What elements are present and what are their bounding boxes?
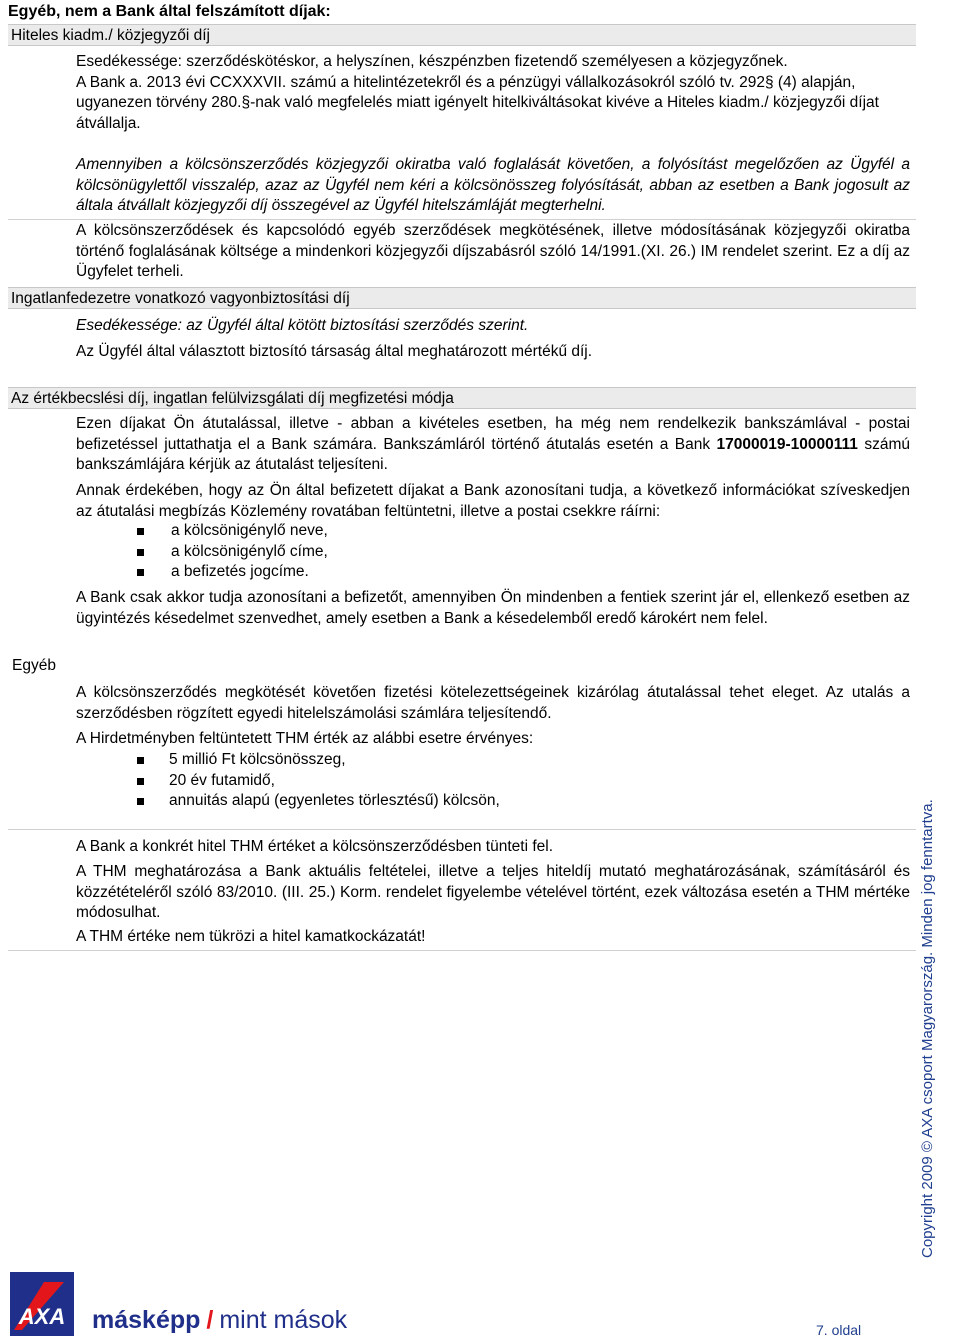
section-title-notary: Hiteles kiadm./ közjegyzői díj (8, 24, 916, 46)
notary-italic-block (76, 155, 910, 217)
bullet-square-icon (137, 757, 144, 764)
bullet-square-icon (137, 798, 144, 805)
notary-block (76, 52, 910, 134)
list-item: a kölcsönigénylő neve, (76, 521, 910, 542)
divider (8, 219, 916, 220)
valuation-para1-start: Ezen díjakat Ön átutalással, illetve - abban a kivételes esetben, ha még nem rendelkezik bankszámlával - postai befizetéssel juttathatja el a Bank számára. Bankszámláról történő átutalás esetén a Bank (76, 415, 910, 453)
valuation-para1 (76, 414, 910, 476)
bullet-square-icon (137, 569, 144, 576)
other-para5: A THM értéke nem tükrözi a hitel kamatkockázatát! (76, 928, 426, 945)
valuation-para1-end: számú bankszámlájára kérjük az átutalást teljesíteni. (76, 435, 910, 473)
slogan (92, 1306, 347, 1334)
slogan-rest: mint mások (219, 1306, 348, 1334)
page-number: 7. oldal (816, 1322, 862, 1338)
insurance-amount: Az Ügyfél által választott biztosító társaság által meghatározott mértékű díj. (76, 343, 593, 360)
valuation-para3: A Bank csak akkor tudja azonosítani a befizetőt, amennyiben Ön mindenben a fentiek szerint jár el, ellenkező esetben az ügyintézés késedelmet szenvedhet, amely esetben a Bank a késedelemből eredő károkért nem felel. (76, 589, 910, 627)
insurance-due: Esedékessége: az Ügyfél által kötött biztosítási szerződés szerint. (76, 317, 529, 334)
list-item: a kölcsönigénylő címe, (76, 542, 910, 563)
list-item: 5 millió Ft kölcsönösszeg, (76, 750, 910, 771)
slogan-slash-icon: / (206, 1306, 214, 1334)
logo-text: AXA (18, 1304, 66, 1329)
divider (8, 829, 916, 830)
list-item: 20 év futamidő, (76, 771, 910, 792)
valuation-bullet-list (76, 521, 910, 583)
thm-bullet-list (76, 750, 910, 812)
other-para4: A THM meghatározása a Bank aktuális feltételei, illetve a teljes hiteldíj mutató meghatározásának, számításáról és közzétételéről szóló 83/2010. (III. 25.) Korm. rendelet figyelembe vételével történt, ezek változása esetén a THM mértéke módosulhat. (76, 863, 910, 921)
list-item: a befizetés jogcíme. (76, 562, 910, 583)
notary-due: Esedékessége: szerződéskötéskor, a helyszínen, készpénzben fizetendő személyesen a közjegyzőnek. (76, 53, 788, 70)
other-para3: A Bank a konkrét hitel THM értéket a kölcsönszerződésben tünteti fel. (76, 838, 554, 855)
section-title-valuation: Az értékbecslési díj, ingatlan felülvizsgálati díj megfizetési módja (8, 387, 916, 409)
notary-cost-text: A kölcsönszerződések és kapcsolódó egyéb szerződések megkötésének, illetve módosításának közjegyzői okiratba történő foglalásának költsége a mindenkori közjegyzői díjszabásról szóló 14/1991.(XI. 26.) IM rendelet szerint. Ez a díj az Ügyfelet terheli. (76, 222, 910, 280)
notary-cost-block (76, 221, 910, 283)
notary-law-text: A Bank a. 2013 évi CCXXXVII. számú a hitelintézetekről és a pénzügyi vállalkozásokról szóló tv. 292§ (4) alapján, ugyanezen törvény 280.§-nak való megfelelés miatt igényelt hitelkiváltásokat kivéve a Hiteles kiadm./ közjegyzői díjat átvállalja. (76, 73, 879, 132)
other-label: Egyéb (12, 657, 56, 674)
section-title-insurance: Ingatlanfedezetre vonatkozó vagyonbiztosítási díj (8, 287, 916, 309)
notary-italic-text: Amennyiben a kölcsönszerződés közjegyzői okiratba való foglalását követően, a folyósítást megelőzően az Ügyfél a kölcsönügylettől visszalép, azaz az Ügyfél nem kéri a kölcsönösszeg folyósítását, abban az esetben a Bank jogosult az általa átvállalt közjegyzői díj összegével az Ügyfél hitelszámláját megterhelni. (76, 156, 910, 214)
other-para2: A Hirdetményben feltüntetett THM érték az alábbi esetre érvényes: (76, 730, 534, 747)
copyright-text: Copyright 2009 © AXA csoport Magyarország. Minden jog fenntartva. (919, 799, 936, 1258)
axa-logo (10, 1272, 74, 1336)
other-para1: A kölcsönszerződés megkötését követően fizetési kötelezettségeinek kizárólag átutalással tehet eleget. Az utalás a szerződésben rögzített egyedi hitelelszámolási számlára teljesítendő. (76, 684, 910, 722)
bullet-square-icon (137, 528, 144, 535)
bullet-square-icon (137, 778, 144, 785)
valuation-para2: Annak érdekében, hogy az Ön által befizetett díjakat a Bank azonosítani tudja, a következő információkat szíveskedjen az átutalási megbízás Közlemény rovatában feltüntetni, illetve a postai csekkre ráírni: (76, 482, 910, 520)
list-item: annuitás alapú (egyenletes törlesztésű) kölcsön, (76, 791, 910, 812)
bullet-square-icon (137, 549, 144, 556)
divider (8, 950, 916, 951)
account-number: 17000019-10000111 (716, 435, 858, 453)
slogan-bold: másképp (92, 1306, 201, 1334)
page-heading: Egyéb, nem a Bank által felszámított díjak: (8, 3, 331, 20)
